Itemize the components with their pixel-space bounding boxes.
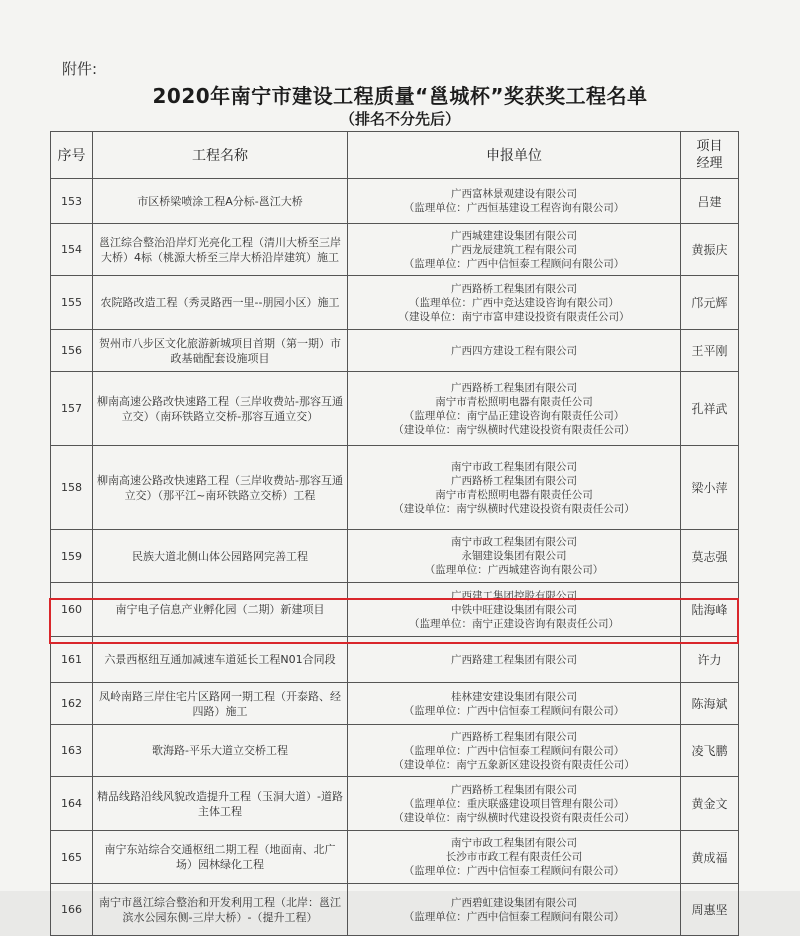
applicant-unit-line: （监理单位：南宁品正建设咨询有限责任公司） — [403, 409, 625, 422]
project-manager: 凌飞鹏 — [681, 725, 739, 777]
row-number: 165 — [51, 831, 93, 884]
table-row — [51, 276, 739, 330]
applicant-unit-line: 南宁市青松照明电器有限责任公司 — [435, 488, 593, 501]
applicant-unit-line: 广西城建建设集团有限公司 — [451, 229, 577, 242]
applicant-unit-line: 广西四方建设工程有限公司 — [451, 344, 577, 357]
project-name: 市区桥梁喷涂工程A分标-邕江大桥 — [93, 179, 348, 224]
applicant-units — [348, 777, 681, 831]
project-name: 六景西枢纽互通加减速车道延长工程N01合同段 — [93, 637, 348, 683]
row-number: 161 — [51, 637, 93, 683]
row-number: 154 — [51, 224, 93, 276]
project-name: 南宁市邕江综合整治和开发利用工程（北岸：邕江滨水公园东侧-三岸大桥）-（提升工程） — [93, 884, 348, 936]
table-row — [51, 530, 739, 583]
header-no: 序号 — [51, 132, 93, 179]
applicant-units — [348, 831, 681, 884]
project-manager: 黄金文 — [681, 777, 739, 831]
applicant-unit-line: （监理单位：广西中信恒泰工程顾问有限公司） — [403, 704, 625, 717]
applicant-unit-line: （监理单位：广西中信恒泰工程顾问有限公司） — [403, 865, 625, 877]
table-row — [51, 583, 739, 637]
applicant-units — [348, 179, 681, 224]
header-manager-line2: 经理 — [696, 156, 723, 171]
project-name: 柳南高速公路改快速路工程（三岸收费站-那容互通立交）（那平江~南环铁路立交桥）工程 — [93, 446, 348, 530]
row-number: 160 — [51, 583, 93, 637]
project-manager: 孔祥武 — [681, 372, 739, 446]
applicant-units — [348, 276, 681, 330]
table-row — [51, 683, 739, 725]
project-name: 农院路改造工程（秀灵路西一里--朋园小区）施工 — [93, 276, 348, 330]
project-name: 凤岭南路三岸住宅片区路网一期工程（开泰路、经四路）施工 — [93, 683, 348, 725]
header-manager-line1: 项目 — [696, 139, 723, 154]
project-manager: 梁小萍 — [681, 446, 739, 530]
applicant-unit-line: （建设单位：南宁纵横时代建设投资有限责任公司） — [393, 423, 635, 436]
applicant-unit-line: 南宁市政工程集团有限公司 — [451, 460, 577, 473]
applicant-unit-line: （建设单位：南宁市富申建设投资有限责任公司） — [398, 310, 630, 323]
row-number: 166 — [51, 884, 93, 936]
project-manager: 黄成福 — [681, 831, 739, 884]
applicant-unit-line: 广西路桥工程集团有限公司 — [451, 474, 577, 487]
applicant-unit-line: 南宁市政工程集团有限公司 — [451, 536, 577, 548]
header-applicant-unit: 申报单位 — [348, 132, 681, 179]
table-row — [51, 179, 739, 224]
applicant-unit-line: （建设单位：南宁五象新区建设投资有限责任公司） — [393, 758, 635, 771]
attachment-label: 附件: — [62, 60, 98, 78]
applicant-unit-line: 桂林建安建设集团有限公司 — [451, 690, 577, 703]
applicant-unit-line: （监理单位：广西城建咨询有限公司） — [424, 564, 604, 576]
applicant-unit-line: （建设单位：南宁纵横时代建设投资有限责任公司） — [393, 811, 635, 824]
row-number: 164 — [51, 777, 93, 831]
project-manager: 莫志强 — [681, 530, 739, 583]
project-manager: 黄振庆 — [681, 224, 739, 276]
project-name: 南宁电子信息产业孵化园（二期）新建项目 — [93, 583, 348, 637]
row-number: 153 — [51, 179, 93, 224]
applicant-units — [348, 637, 681, 683]
project-name: 歌海路-平乐大道立交桥工程 — [93, 725, 348, 777]
project-name: 贺州市八步区文化旅游新城项目首期（第一期）市政基础配套设施项目 — [93, 330, 348, 372]
table-row — [51, 884, 739, 936]
table-row — [51, 725, 739, 777]
applicant-unit-line: 长沙市市政工程有限责任公司 — [445, 851, 583, 863]
page-title: 2020年南宁市建设工程质量“邕城杯”奖获奖工程名单 — [152, 84, 648, 108]
row-number: 155 — [51, 276, 93, 330]
row-number: 157 — [51, 372, 93, 446]
award-table — [50, 131, 739, 936]
applicant-units — [348, 683, 681, 725]
row-number: 156 — [51, 330, 93, 372]
table-row — [51, 831, 739, 884]
project-name: 民族大道北侧山体公园路网完善工程 — [93, 530, 348, 583]
table-row — [51, 446, 739, 530]
project-manager: 陆海峰 — [681, 583, 739, 637]
applicant-unit-line: （监理单位：广西恒基建设工程咨询有限公司） — [403, 202, 625, 214]
project-manager: 王平刚 — [681, 330, 739, 372]
project-name: 柳南高速公路改快速路工程（三岸收费站-那容互通立交）（南环铁路立交桥-那容互通立交） — [93, 372, 348, 446]
row-number: 158 — [51, 446, 93, 530]
header-project-manager — [681, 132, 739, 179]
project-manager: 许力 — [681, 637, 739, 683]
applicant-unit-line: 永锢建设集团有限公司 — [461, 550, 567, 562]
applicant-unit-line: 中铁中旺建设集团有限公司 — [451, 603, 577, 616]
table-row — [51, 330, 739, 372]
applicant-units — [348, 530, 681, 583]
table-row — [51, 372, 739, 446]
applicant-unit-line: 南宁市政工程集团有限公司 — [451, 837, 577, 849]
applicant-unit-line: 广西碧虹建设集团有限公司 — [451, 896, 577, 909]
table-row — [51, 777, 739, 831]
applicant-units — [348, 725, 681, 777]
project-manager: 吕建 — [681, 179, 739, 224]
applicant-unit-line: 广西路建工程集团有限公司 — [451, 653, 577, 666]
header-project-name: 工程名称 — [93, 132, 348, 179]
applicant-unit-line: 广西龙辰建筑工程有限公司 — [451, 243, 577, 256]
project-manager: 邝元辉 — [681, 276, 739, 330]
applicant-unit-line: （监理单位：重庆联盛建设项目管理有限公司） — [403, 797, 625, 810]
table-body — [51, 179, 739, 936]
applicant-unit-line: （建设单位：南宁纵横时代建设投资有限责任公司） — [393, 502, 635, 515]
applicant-units — [348, 224, 681, 276]
applicant-units — [348, 583, 681, 637]
row-number: 163 — [51, 725, 93, 777]
applicant-units — [348, 330, 681, 372]
project-name: 精品线路沿线风貌改造提升工程（玉洞大道）-道路主体工程 — [93, 777, 348, 831]
applicant-unit-line: 广西路桥工程集团有限公司 — [451, 282, 577, 295]
table-row — [51, 637, 739, 683]
applicant-unit-line: 广西建工集团控股有限公司 — [451, 589, 577, 602]
project-manager: 陈海斌 — [681, 683, 739, 725]
applicant-unit-line: （监理单位：广西中信恒泰工程顾问有限公司） — [403, 910, 625, 923]
row-number: 162 — [51, 683, 93, 725]
applicant-unit-line: 广西路桥工程集团有限公司 — [451, 381, 577, 394]
applicant-units — [348, 372, 681, 446]
applicant-units — [348, 884, 681, 936]
applicant-unit-line: （监理单位：广西中信恒泰工程顾问有限公司） — [403, 257, 625, 270]
table-row — [51, 224, 739, 276]
page-subtitle: （排名不分先后） — [339, 110, 460, 128]
project-name: 南宁东站综合交通枢纽二期工程（地面南、北广场）园林绿化工程 — [93, 831, 348, 884]
project-name: 邕江综合整治沿岸灯光亮化工程（清川大桥至三岸大桥）4标（桃源大桥至三岸大桥沿岸建筑）施工 — [93, 224, 348, 276]
applicant-unit-line: 广西富林景观建设有限公司 — [451, 188, 577, 200]
applicant-unit-line: （监理单位：广西中信恒泰工程顾问有限公司） — [403, 744, 625, 757]
project-manager: 周惠坚 — [681, 884, 739, 936]
applicant-unit-line: （监理单位：广西中竞达建设咨询有限公司） — [409, 296, 619, 309]
applicant-unit-line: 广西路桥工程集团有限公司 — [451, 730, 577, 743]
applicant-unit-line: 广西路桥工程集团有限公司 — [451, 783, 577, 796]
applicant-unit-line: （监理单位：南宁正建设咨询有限责任公司） — [409, 617, 619, 630]
applicant-unit-line: 南宁市青松照明电器有限责任公司 — [435, 395, 593, 408]
row-number: 159 — [51, 530, 93, 583]
applicant-units — [348, 446, 681, 530]
table-header-row — [51, 132, 739, 179]
